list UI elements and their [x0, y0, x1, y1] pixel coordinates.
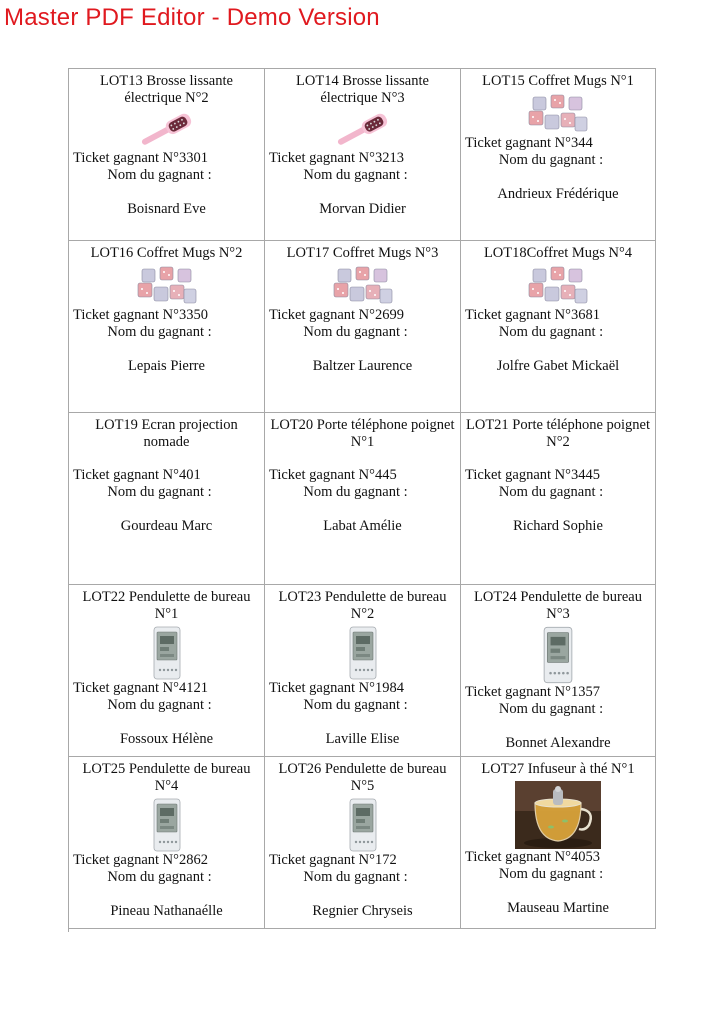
lot-cell: [265, 585, 461, 757]
lot-title: LOT18Coffret Mugs N°4: [483, 245, 633, 261]
ticket-number: Ticket gagnant N°2862: [73, 852, 208, 868]
lot-cell: [461, 241, 656, 413]
winner-name-label: Nom du gagnant :: [107, 697, 212, 713]
lot-cell: [265, 241, 461, 413]
ticket-number: Ticket gagnant N°1357: [465, 684, 600, 700]
winner-name-label: Nom du gagnant :: [303, 324, 408, 340]
lot-cell: [461, 585, 656, 757]
lot-cell: [69, 241, 265, 413]
winner-name-label: Nom du gagnant :: [107, 324, 212, 340]
desk-clock-image: [265, 798, 460, 852]
winner-name-label: Nom du gagnant :: [498, 701, 604, 717]
desk-clock-image: [461, 626, 655, 684]
lot-cell: [69, 69, 265, 241]
lot-title: LOT21 Porte téléphone poignet N°2: [465, 417, 651, 450]
ticket-number: Ticket gagnant N°401: [73, 467, 201, 483]
winner-name: Bonnet Alexandre: [505, 735, 611, 751]
winner-name: Morvan Didier: [319, 201, 406, 217]
lot-title: LOT22 Pendulette de bureau N°1: [82, 589, 251, 622]
ticket-number: Ticket gagnant N°172: [269, 852, 397, 868]
winner-name: Richard Sophie: [513, 518, 603, 534]
lot-cell: [461, 413, 656, 585]
demo-watermark: Master PDF Editor - Demo Version: [4, 4, 380, 31]
lot-cell: [461, 69, 656, 241]
winner-name-label: Nom du gagnant :: [303, 697, 408, 713]
winner-name: Lepais Pierre: [128, 358, 205, 374]
winner-name: Pineau Nathanaélle: [110, 903, 223, 919]
tea-infuser-image: [461, 781, 655, 849]
lot-title: LOT27 Infuseur à thé N°1: [481, 761, 635, 777]
lot-cell: [265, 69, 461, 241]
winner-name-label: Nom du gagnant :: [107, 167, 212, 183]
mugs-image: [461, 93, 655, 135]
ticket-number: Ticket gagnant N°3301: [73, 150, 208, 166]
hair-brush-image: [265, 110, 460, 150]
lot-cell: [461, 757, 656, 929]
lot-title: LOT20 Porte téléphone poignet N°1: [270, 417, 455, 450]
lot-title: LOT25 Pendulette de bureau N°4: [82, 761, 251, 794]
lot-cell: [69, 413, 265, 585]
lot-title: LOT26 Pendulette de bureau N°5: [278, 761, 447, 794]
lot-title: LOT13 Brosse lissante électrique N°2: [100, 73, 233, 106]
ticket-number: Ticket gagnant N°4121: [73, 680, 208, 696]
ticket-number: Ticket gagnant N°2699: [269, 307, 404, 323]
lots-table: [68, 68, 656, 932]
desk-clock-image: [265, 626, 460, 680]
winner-name: Boisnard Eve: [127, 201, 206, 217]
winner-name: Jolfre Gabet Mickaël: [496, 358, 620, 374]
winner-name-label: Nom du gagnant :: [498, 324, 604, 340]
ticket-number: Ticket gagnant N°3350: [73, 307, 208, 323]
winner-name: Andrieux Frédérique: [497, 186, 619, 202]
winner-name: Fossoux Hélène: [119, 731, 214, 747]
lot-cell: [265, 757, 461, 929]
ticket-number: Ticket gagnant N°1984: [269, 680, 404, 696]
lot-title: LOT17 Coffret Mugs N°3: [286, 245, 439, 261]
lot-title: LOT19 Ecran projection nomade: [95, 417, 238, 450]
desk-clock-image: [69, 798, 264, 852]
winner-name-label: Nom du gagnant :: [107, 869, 212, 885]
mugs-image: [461, 265, 655, 307]
ticket-number: Ticket gagnant N°3213: [269, 150, 404, 166]
ticket-number: Ticket gagnant N°344: [465, 135, 593, 151]
ticket-number: Ticket gagnant N°4053: [465, 849, 600, 865]
winner-name-label: Nom du gagnant :: [303, 869, 408, 885]
winner-name-label: Nom du gagnant :: [303, 167, 408, 183]
winner-name: Regnier Chryseis: [312, 903, 413, 919]
desk-clock-image: [69, 626, 264, 680]
winner-name: Laville Elise: [325, 731, 400, 747]
mugs-image: [265, 265, 460, 307]
winner-name: Baltzer Laurence: [312, 358, 413, 374]
lot-title: LOT23 Pendulette de bureau N°2: [278, 589, 447, 622]
lot-cell: [69, 757, 265, 929]
winner-name-label: Nom du gagnant :: [498, 484, 604, 500]
winner-name-label: Nom du gagnant :: [303, 484, 408, 500]
winner-name-label: Nom du gagnant :: [498, 152, 604, 168]
winner-name: Mauseau Martine: [507, 900, 609, 916]
winner-name-label: Nom du gagnant :: [107, 484, 212, 500]
ticket-number: Ticket gagnant N°3681: [465, 307, 600, 323]
ticket-number: Ticket gagnant N°3445: [465, 467, 600, 483]
lot-title: LOT14 Brosse lissante électrique N°3: [296, 73, 429, 106]
winner-name: Gourdeau Marc: [120, 518, 213, 534]
lot-cell: [69, 585, 265, 757]
mugs-image: [69, 265, 264, 307]
ticket-number: Ticket gagnant N°445: [269, 467, 397, 483]
lot-title: LOT16 Coffret Mugs N°2: [90, 245, 243, 261]
hair-brush-image: [69, 110, 264, 150]
winner-name: Labat Amélie: [323, 518, 402, 534]
lot-cell: [265, 413, 461, 585]
lot-title: LOT15 Coffret Mugs N°1: [482, 73, 634, 89]
lot-title: LOT24 Pendulette de bureau N°3: [474, 589, 642, 622]
winner-name-label: Nom du gagnant :: [498, 866, 604, 882]
